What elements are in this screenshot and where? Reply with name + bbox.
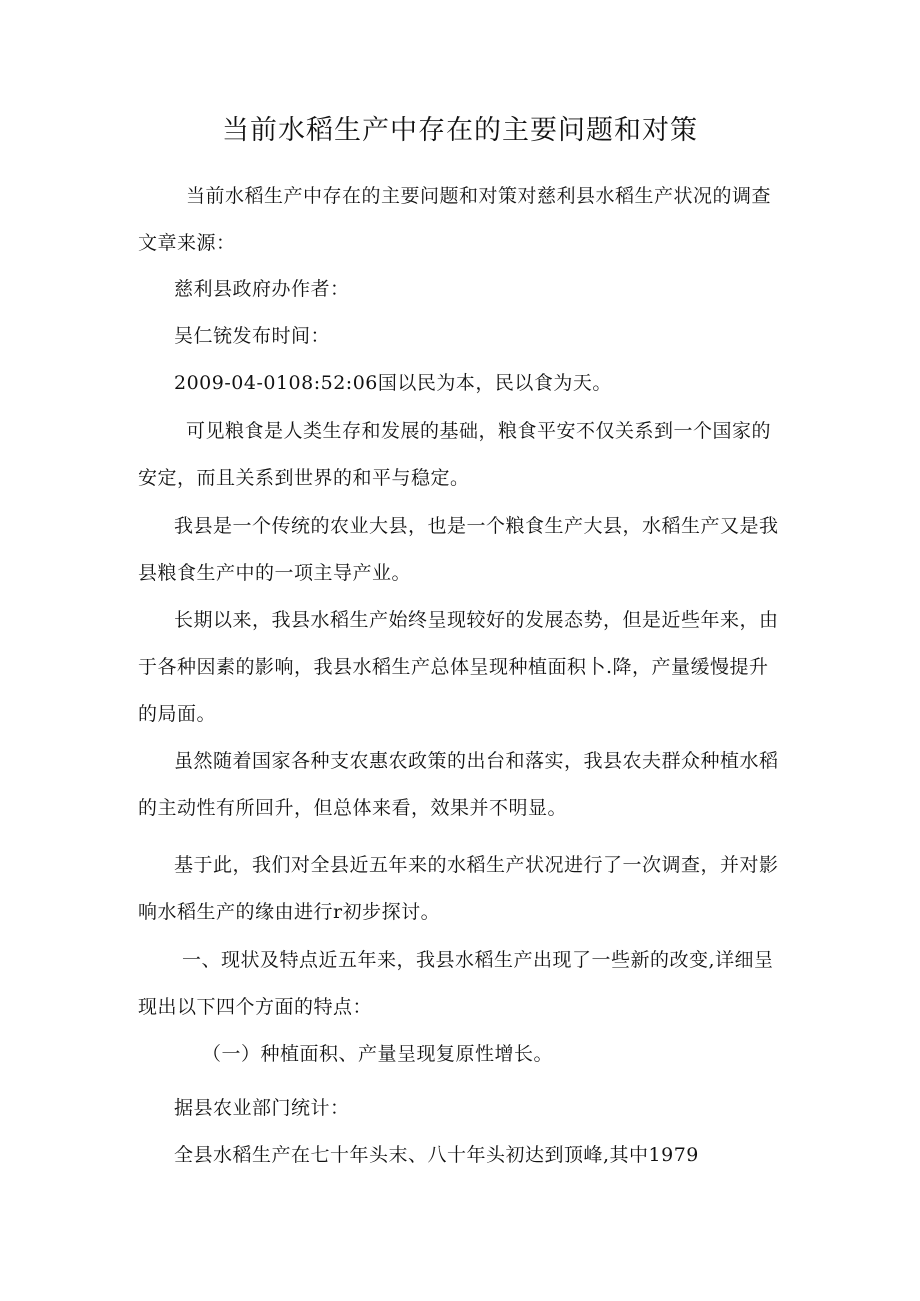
paragraph-13: 全县水稻生产在七十年头末、八十年头初达到顶峰,其中1979 xyxy=(174,1144,699,1166)
paragraph-11: （一）种植面积、产量呈现复原性增长。 xyxy=(202,1043,554,1065)
paragraph-7: 长期以来，我县水稻生产始终呈现较好的发展态势，但是近些年来，由于各种因素的影响，我县水稻生产总体呈现种植面积卜.降，产量缓慢提升的局面。 xyxy=(138,609,779,725)
document-title: 当前水稻生产中存在的主要问题和对策 xyxy=(222,115,698,146)
paragraph-12: 据县农业部门统计： xyxy=(174,1097,350,1119)
paragraph-10: 一、现状及特点近五年来，我县水稻生产出现了一些新的改变,详细呈现出以下四个方面的特点： xyxy=(138,949,774,1018)
paragraph-6: 我县是一个传统的农业大县，也是一个粮食生产大县，水稻生产又是我县粮食生产中的一项主导产业。 xyxy=(138,515,779,584)
paragraph-5: 可见粮食是人类生存和发展的基础，粮食平安不仅关系到一个国家的安定，而且关系到世界的和平与稳定。 xyxy=(138,420,772,489)
paragraph-4: 2009-04-0108:52:06国以民为本，民以食为天。 xyxy=(174,372,612,394)
paragraph-3: 吴仁铳发布时间： xyxy=(174,325,331,347)
paragraph-1: 当前水稻生产中存在的主要问题和对策对慈利县水稻生产状况的调查文章来源： xyxy=(138,185,772,254)
paragraph-8: 虽然随着国家各种支农惠农政策的出台和落实，我县农夫群众种植水稻的主动性有所回升，但总体来看，效果并不明显。 xyxy=(138,750,779,819)
paragraph-2: 慈利县政府办作者： xyxy=(174,278,350,300)
paragraph-9: 基于此，我们对全县近五年来的水稻生产状况进行了一次调查，并对影响水稻生产的缘由进行r初步探讨。 xyxy=(138,854,779,923)
